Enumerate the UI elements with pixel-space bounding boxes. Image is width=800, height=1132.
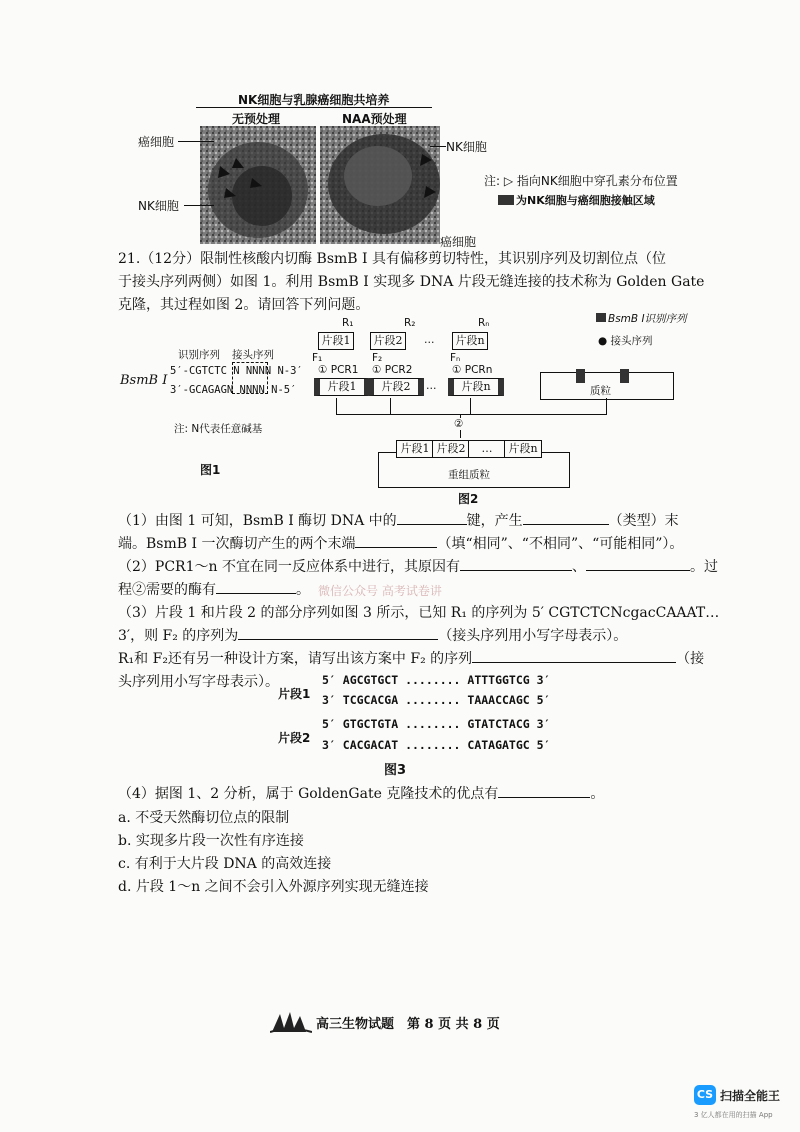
q4-text-stem: （4）据图 1、2 分析，属于 GoldenGate 克隆技术的优点有: [118, 786, 499, 802]
fig2-segment-2-bottom: 片段2: [368, 378, 424, 396]
q2-text-d: 程②需要的酶有: [118, 582, 216, 598]
cancer-cell-label-bottom: 癌细胞: [440, 235, 477, 249]
nk-cell-pointer-left: [184, 205, 214, 206]
fig2-dots-top: …: [424, 334, 435, 346]
fig2-r2: R₂: [404, 317, 416, 329]
figure-note-1: 注: ▷ 指向NK细胞中穿孔素分布位置: [484, 174, 678, 188]
q2-blank-enzyme[interactable]: [216, 579, 296, 594]
q2-text-e: 。: [296, 582, 310, 598]
fig2-segment-n-bottom: 片段n: [448, 378, 504, 396]
q3-blank-f2-alt[interactable]: [472, 648, 676, 663]
q4-text-stem-end: 。: [590, 786, 605, 802]
figure-note-2: 为NK细胞与癌细胞接触区域: [516, 194, 655, 207]
q2-text-a: （2）PCR1～n 不宜在同一反应体系中进行，其原因有: [118, 559, 460, 575]
fig2-segment-1-bottom: 片段1: [314, 378, 370, 396]
fig2-connector-line: [470, 398, 471, 414]
q1-text-d: 端。BsmB Ⅰ 一次酶切产生的两个末端: [118, 536, 356, 552]
fig2-recombinant-segn: 片段n: [504, 440, 542, 458]
left-panel-label: 无预处理: [232, 112, 281, 126]
fig1-note: 注: N代表任意碱基: [174, 423, 263, 435]
fig2-recombinant-seg1: 片段1: [396, 440, 434, 458]
scanner-app-badge: CS: [694, 1085, 716, 1105]
q3-text-b: 3′，则 F₂ 的序列为: [118, 628, 239, 644]
fig2-recombinant-label: 重组质粒: [448, 469, 490, 481]
scanner-app-tagline: 3 亿人都在用的扫描 App: [694, 1111, 773, 1119]
nk-cell-label-right: NK细胞: [446, 140, 487, 154]
q1-text-e: （填“相同”、“不相同”、“可能相同”）。: [437, 536, 684, 552]
q3-text-d: R₁和 F₂还有另一种设计方案，请写出该方案中 F₂ 的序列: [118, 651, 473, 667]
q4-option-b: b. 实现多片段一次性有序连接: [118, 833, 304, 849]
contact-area-swatch: [498, 195, 514, 205]
q2-text-b: 、: [571, 559, 586, 575]
fig2-plasmid-label: 质粒: [590, 385, 611, 397]
q2-line-1: [118, 556, 718, 578]
fig2-legend-adapter: ● 接头序列: [598, 335, 653, 347]
q2-text-c: 。过: [689, 559, 718, 575]
scanner-app-name: 扫描全能王: [720, 1089, 781, 1103]
fig2-f2: F₂: [372, 352, 383, 364]
q4-option-d: d. 片段 1～n 之间不会引入外源序列实现无缝连接: [118, 879, 429, 895]
fig2-rn: Rₙ: [478, 317, 490, 329]
nk-cell-pointer-right: [430, 146, 446, 147]
fig3-seg1-label: 片段1: [278, 687, 311, 701]
fig1-bottom-strand: 3′-GCAGAGN NNNN N-5′: [170, 384, 297, 396]
figure-title-rule: [196, 107, 432, 108]
q4-blank-advantages[interactable]: [498, 783, 590, 798]
fig1-caption: 图1: [200, 463, 221, 477]
publisher-logo: [270, 1008, 312, 1034]
question-line-1: 21.（12分）限制性核酸内切酶 BsmB Ⅰ 具有偏移剪切特性，其识别序列及切割位点（位: [118, 251, 666, 267]
q1-text-c: （类型）末: [608, 513, 679, 529]
fig3-seg2-label: 片段2: [278, 731, 311, 745]
fig2-recombinant-seg2: 片段2: [432, 440, 470, 458]
q4-option-a: a. 不受天然酶切位点的限制: [118, 810, 290, 826]
question-line-2: 于接头序列两侧）如图 1。利用 BsmB Ⅰ 实现多 DNA 片段无缝连接的技术称为 Golden Gate: [118, 274, 705, 290]
q2-blank-reason-2[interactable]: [586, 556, 690, 571]
figure-title: NK细胞与乳腺癌细胞共培养: [238, 93, 390, 107]
q3-line-1: （3）片段 1 和片段 2 的部分序列如图 3 所示，已知 R₁ 的序列为 5′ CGTCTCNcgacCAAAT…: [118, 605, 720, 621]
fig2-pcr1: ① PCR1: [318, 364, 359, 376]
fig2-connector-bar: [336, 414, 607, 415]
fig2-pcrn: ① PCRn: [452, 364, 493, 376]
q1-blank-bond[interactable]: [397, 510, 467, 525]
fig2-plasmid-site-left: [576, 369, 585, 383]
fig2-legend-recog: BsmB Ⅰ识别序列: [608, 313, 687, 325]
q2-blank-reason-1[interactable]: [460, 556, 572, 571]
cancer-cell-pointer: [178, 141, 214, 142]
q1-text-a: （1）由图 1 可知，BsmB Ⅰ 酶切 DNA 中的: [118, 513, 397, 529]
nk-cell-label-left: NK细胞: [138, 199, 179, 213]
q4-option-c: c. 有利于大片段 DNA 的高效连接: [118, 856, 332, 872]
fig2-connector-line: [336, 398, 337, 414]
q3-line-3: [118, 648, 704, 670]
question-line-3: 克隆，其过程如图 2。请回答下列问题。: [118, 297, 370, 313]
fig3-caption: 图3: [384, 763, 407, 778]
fig3-seg2-bottom: 3′ CACGACAT ........ CATAGATGC 5′: [322, 738, 551, 752]
fig2-caption: 图2: [458, 492, 479, 506]
fig2-r1: R₁: [342, 317, 354, 329]
right-panel-label: NAA预处理: [342, 112, 407, 126]
q3-blank-f2[interactable]: [238, 625, 438, 640]
fig3-seg1-bottom: 3′ TCGCACGA ........ TAAACCAGC 5′: [322, 693, 551, 707]
fig3-seg2-top: 5′ GTGCTGTA ........ GTATCTACG 3′: [322, 717, 551, 731]
fig2-plasmid-site-right: [620, 369, 629, 383]
q1-blank-end-type[interactable]: [523, 510, 609, 525]
q4-stem: [118, 783, 604, 805]
fig2-fn: Fₙ: [450, 352, 461, 364]
watermark: 微信公众号 高考试卷讲: [318, 584, 442, 598]
fig1-adapter-header: 接头序列: [232, 349, 274, 361]
fig2-segment-1-top: 片段1: [318, 332, 354, 350]
fig2-segment-2-top: 片段2: [370, 332, 406, 350]
fig2-recombinant-dots: …: [468, 440, 506, 458]
fig2-dots-mid: …: [426, 380, 437, 392]
footer-page-text: 高三生物试题 第 8 页 共 8 页: [316, 1017, 500, 1032]
fig1-top-strand: 5′-CGTCTC N NNNN N-3′: [170, 365, 303, 377]
fig2-connector-line: [390, 398, 391, 414]
q1-line-2: [118, 533, 683, 555]
fig2-f1: F₁: [312, 352, 323, 364]
q3-line-2: [118, 625, 627, 647]
fig2-legend-recog-swatch: [596, 313, 606, 322]
q1-text-b: 键，产生: [466, 513, 523, 529]
q3-text-c: （接头序列用小写字母表示）。: [438, 628, 628, 644]
q3-text-e: （接: [676, 651, 705, 667]
fig3-seg1-top: 5′ AGCGTGCT ........ ATTTGGTCG 3′: [322, 673, 551, 687]
fig2-pcr2: ① PCR2: [372, 364, 413, 376]
fig1-recognition-header: 识别序列: [178, 349, 220, 361]
q2-line-2: [118, 579, 310, 601]
fig2-step2: ②: [454, 418, 464, 430]
q1-line-1: [118, 510, 679, 532]
fig2-connector-line: [606, 398, 607, 414]
q3-line-4: 头序列用小写字母表示）。: [118, 674, 279, 690]
micrograph-images: [200, 126, 440, 244]
fig1-enzyme-name: BsmB Ⅰ: [120, 373, 168, 388]
q1-blank-same[interactable]: [355, 533, 437, 548]
cancer-cell-label: 癌细胞: [138, 135, 175, 149]
fig2-segment-n-top: 片段n: [452, 332, 488, 350]
